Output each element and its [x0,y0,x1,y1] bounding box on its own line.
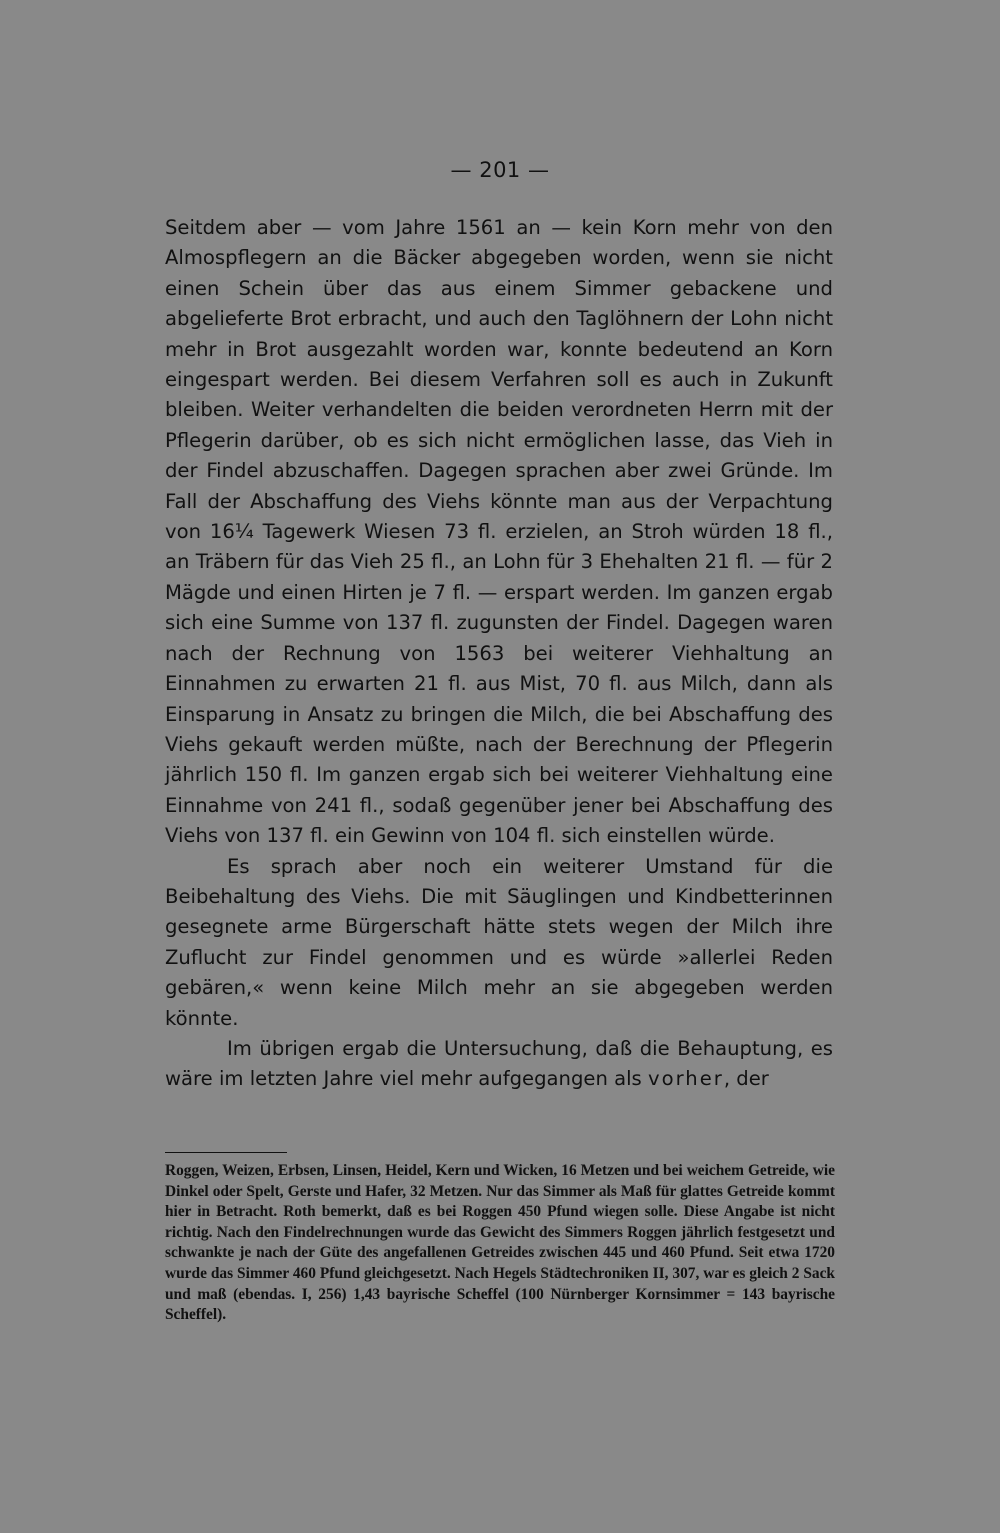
paragraph-1: Seitdem aber — vom Jahre 1561 an — kein Korn mehr von den Almospflegern an die Bäcker abgegeben worden, wenn sie nicht einen Schein über das aus einem Simmer gebackene und abgelieferte Brot erbracht, und auch den Taglöhnern der Lohn nicht mehr in Brot ausgezahlt worden war, konnte bedeutend an Korn eingespart werden. Bei diesem Verfahren soll es auch in Zukunft bleiben. Weiter verhandelten die beiden verordneten Herrn mit der Pflegerin darüber, ob es sich nicht ermöglichen lasse, das Vieh in der Findel abzuschaffen. Dagegen sprachen aber zwei Gründe. Im Fall der Abschaffung des Viehs könnte man aus der Verpachtung von 16¼ Tagewerk Wiesen 73 fl. erzielen, an Stroh würden 18 fl., an Träbern für das Vieh 25 fl., an Lohn für 3 Ehehalten 21 fl. — für 2 Mägde und einen Hirten je 7 fl. — erspart werden. Im ganzen ergab sich eine Summe von 137 fl. zugunsten der Findel. Dagegen waren nach der Rechnung von 1563 bei weiterer Viehhaltung an Einnahmen zu erwarten 21 fl. aus Mist, 70 fl. aus Milch, dann als Einsparung in Ansatz zu bringen die Milch, die bei Abschaffung des Viehs gekauft werden müßte, nach der Berechnung der Pflegerin jährlich 150 fl. Im ganzen ergab sich bei weiterer Viehhaltung eine Einnahme von 241 fl., sodaß gegenüber jener bei Abschaffung des Viehs von 137 fl. ein Gewinn von 104 fl. sich einstellen würde. [165,216,833,848]
page-number: — 201 — [450,158,550,182]
paragraph-2: Es sprach aber noch ein weiterer Umstand für die Beibehaltung des Viehs. Die mit Säuglingen und Kindbetterinnen gesegnete arme Bürgerschaft hätte stets wegen der Milch ihre Zuflucht zur Findel genommen und es würde »allerlei Reden gebären,« wenn keine Milch mehr an sie abgegeben werden könnte. [165,854,833,1030]
paragraph-3-spaced-word: vorher [647,1067,724,1091]
main-text [165,213,833,1095]
footnote-divider [165,1152,287,1153]
footnote-text: Roggen, Weizen, Erbsen, Linsen, Heidel, Kern und Wicken, 16 Metzen und bei weichem Getreide, wie Dinkel oder Spelt, Gerste und Hafer, 32 Metzen. Nur das Simmer als Maß für glattes Getreide kommt hier in Betracht. Roth bemerkt, daß es bei Roggen 450 Pfund wiegen solle. Diese Angabe ist nicht richtig. Nach den Findelrechnungen wurde das Gewicht des Simmers Roggen jährlich festgesetzt und schwankte je nach der Güte des angefallenen Getreides zwischen 445 und 460 Pfund. Seit etwa 1720 wurde das Simmer 460 Pfund gleichgesetzt. Nach Hegels Städtechroniken II, 307, war es gleich 2 Sack und maß (ebendas. I, 256) 1,43 bayrische Scheffel (100 Nürnberger Kornsimmer = 143 bayrische Scheffel). [165,1162,835,1324]
paragraph-3 [165,1034,833,1095]
footnote [165,1161,835,1326]
paragraph-3-text: Im übrigen ergab die Untersuchung, daß die Behauptung, es wäre im letzten Jahre viel mehr aufgegangen als [165,1036,833,1091]
paragraph-3-end: , der [723,1067,769,1091]
